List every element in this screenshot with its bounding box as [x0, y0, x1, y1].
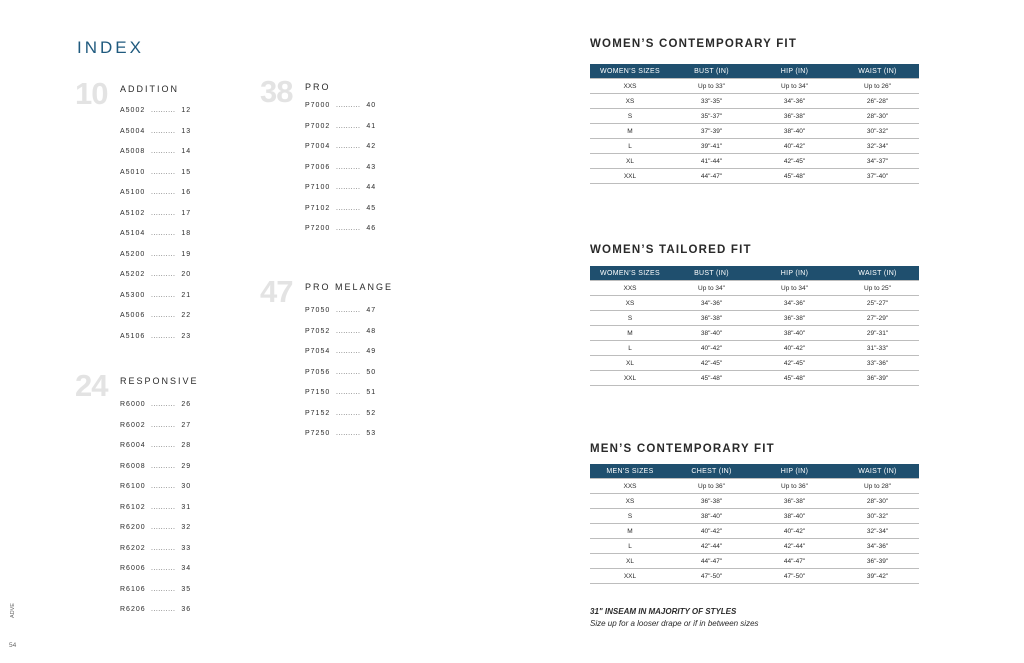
- measurement-cell: 27"-29": [836, 311, 919, 326]
- measurement-cell: Up to 36": [670, 479, 753, 494]
- size-chart-womens-tailored: [590, 243, 919, 382]
- index-list: [305, 96, 376, 240]
- style-code: A5106: [120, 332, 146, 340]
- section-number: 24: [75, 368, 108, 403]
- page-ref: 14: [181, 148, 192, 155]
- style-code: P7052: [305, 327, 331, 335]
- measurement-cell: 38"-40": [670, 509, 753, 524]
- measurement-cell: 36"-38": [753, 109, 836, 124]
- size-label: L: [590, 539, 670, 554]
- style-code: P7200: [305, 225, 331, 232]
- column-header: MEN’S SIZES: [590, 464, 670, 479]
- column-header: HIP (IN): [753, 464, 836, 479]
- leader-dots: ..........: [335, 225, 361, 232]
- size-table: [590, 64, 919, 184]
- page-ref: 16: [181, 189, 192, 196]
- size-chart-mens-contemporary: [590, 442, 919, 580]
- style-code: A5200: [120, 250, 146, 258]
- size-label: XS: [590, 296, 670, 311]
- page-ref: 13: [181, 127, 192, 135]
- measurement-cell: 38"-40": [670, 326, 753, 341]
- style-code: P7056: [305, 368, 331, 376]
- index-entry: [120, 477, 191, 498]
- index-entry: [120, 539, 191, 560]
- measurement-cell: 47"-50": [670, 569, 753, 584]
- leader-dots: ..........: [335, 204, 361, 212]
- page-ref: 51: [366, 389, 377, 396]
- table-row: [590, 494, 919, 509]
- style-code: A5008: [120, 148, 146, 155]
- size-chart-title: WOMEN’S CONTEMPORARY FIT: [590, 38, 798, 50]
- section-number: 10: [75, 76, 108, 111]
- column-header: CHEST (IN): [670, 464, 753, 479]
- measurement-cell: Up to 25": [836, 281, 919, 296]
- page-ref: 50: [366, 368, 377, 376]
- table-row: [590, 94, 919, 109]
- style-code: R6006: [120, 565, 146, 572]
- size-label: M: [590, 326, 670, 341]
- index-list: [120, 395, 191, 621]
- page-ref: 48: [366, 327, 377, 335]
- leader-dots: ..........: [335, 307, 361, 314]
- page-ref: 52: [366, 409, 377, 417]
- page-ref: 41: [366, 122, 377, 130]
- index-entry: [120, 142, 191, 163]
- measurement-cell: 40"-42": [670, 524, 753, 539]
- size-label: XXS: [590, 79, 670, 94]
- measurement-cell: 44"-47": [670, 554, 753, 569]
- size-label: XL: [590, 554, 670, 569]
- table-row: [590, 479, 919, 494]
- measurement-cell: 45"-48": [753, 371, 836, 386]
- measurement-cell: 26"-28": [836, 94, 919, 109]
- measurement-cell: Up to 34": [753, 79, 836, 94]
- measurement-cell: 30"-32": [836, 509, 919, 524]
- measurement-cell: 36"-38": [753, 494, 836, 509]
- page-ref: 43: [366, 163, 377, 171]
- footer-brand: ADVE: [10, 603, 16, 618]
- leader-dots: ..........: [335, 143, 361, 150]
- size-table: [590, 464, 919, 584]
- size-advice-line: Size up for a looser drape or if in between sizes: [590, 619, 759, 628]
- leader-dots: ..........: [150, 230, 176, 237]
- style-code: A5104: [120, 230, 146, 237]
- size-label: M: [590, 524, 670, 539]
- measurement-cell: 33"-35": [670, 94, 753, 109]
- measurement-cell: 36"-38": [670, 494, 753, 509]
- style-code: R6106: [120, 585, 146, 593]
- column-header: HIP (IN): [753, 64, 836, 79]
- index-entry: [305, 322, 376, 343]
- index-entry: [120, 306, 191, 327]
- size-label: XXL: [590, 371, 670, 386]
- measurement-cell: 40"-42": [753, 341, 836, 356]
- page-ref: 15: [181, 168, 192, 176]
- measurement-cell: 28"-30": [836, 494, 919, 509]
- leader-dots: ..........: [335, 122, 361, 130]
- page-ref: 12: [181, 107, 192, 114]
- leader-dots: ..........: [150, 168, 176, 176]
- measurement-cell: 40"-42": [753, 524, 836, 539]
- style-code: P7050: [305, 307, 331, 314]
- section-number: 38: [260, 74, 293, 109]
- measurement-cell: 38"-40": [753, 326, 836, 341]
- style-code: P7102: [305, 204, 331, 212]
- page-ref: 53: [366, 430, 377, 437]
- measurement-cell: 38"-40": [753, 509, 836, 524]
- table-row: [590, 356, 919, 371]
- index-entry: [305, 137, 376, 158]
- style-code: P7152: [305, 409, 331, 417]
- page-ref: 23: [181, 332, 192, 340]
- leader-dots: ..........: [150, 209, 176, 217]
- style-code: A5300: [120, 291, 146, 299]
- style-code: P7100: [305, 184, 331, 191]
- inseam-note: [590, 606, 759, 630]
- page-ref: 29: [181, 462, 192, 470]
- index-entry: [120, 163, 191, 184]
- table-row: [590, 154, 919, 169]
- measurement-cell: 32"-34": [836, 139, 919, 154]
- page-ref: 18: [181, 230, 192, 237]
- leader-dots: ..........: [335, 389, 361, 396]
- style-code: P7150: [305, 389, 331, 396]
- index-entry: [120, 204, 191, 225]
- leader-dots: ..........: [150, 524, 176, 531]
- style-code: R6206: [120, 606, 146, 613]
- leader-dots: ..........: [150, 544, 176, 552]
- page-ref: 17: [181, 209, 192, 217]
- table-row: [590, 311, 919, 326]
- page-ref: 28: [181, 442, 192, 449]
- measurement-cell: 37"-40": [836, 169, 919, 184]
- measurement-cell: 38"-40": [753, 124, 836, 139]
- index-list: [120, 101, 191, 347]
- page-ref: 27: [181, 421, 192, 429]
- leader-dots: ..........: [335, 348, 361, 355]
- measurement-cell: 25"-27": [836, 296, 919, 311]
- leader-dots: ..........: [150, 250, 176, 258]
- column-header: WAIST (IN): [836, 464, 919, 479]
- measurement-cell: Up to 36": [753, 479, 836, 494]
- style-code: R6002: [120, 421, 146, 429]
- index-list: [305, 301, 376, 445]
- measurement-cell: 33"-36": [836, 356, 919, 371]
- section-title: PRO MELANGE: [305, 282, 394, 292]
- size-label: XXL: [590, 169, 670, 184]
- index-entry: [120, 286, 191, 307]
- measurement-cell: 34"-36": [670, 296, 753, 311]
- inseam-note-line: 31" INSEAM IN MAJORITY OF STYLES: [590, 607, 737, 616]
- measurement-cell: 42"-45": [753, 154, 836, 169]
- measurement-cell: 30"-32": [836, 124, 919, 139]
- page-ref: 35: [181, 585, 192, 593]
- index-entry: [120, 395, 191, 416]
- size-label: XL: [590, 356, 670, 371]
- table-row: [590, 296, 919, 311]
- table-row: [590, 124, 919, 139]
- style-code: A5100: [120, 189, 146, 196]
- measurement-cell: Up to 34": [753, 281, 836, 296]
- leader-dots: ..........: [335, 327, 361, 335]
- size-label: XXL: [590, 569, 670, 584]
- index-entry: [120, 580, 191, 601]
- page-ref: 36: [181, 606, 192, 613]
- index-entry: [120, 457, 191, 478]
- size-chart-title: WOMEN’S TAILORED FIT: [590, 244, 752, 256]
- measurement-cell: 34"-37": [836, 154, 919, 169]
- measurement-cell: 34"-36": [753, 296, 836, 311]
- index-entry: [305, 404, 376, 425]
- size-label: XL: [590, 154, 670, 169]
- style-code: P7000: [305, 102, 331, 109]
- page-ref: 34: [181, 565, 192, 572]
- measurement-cell: 45"-48": [670, 371, 753, 386]
- index-entry: [120, 600, 191, 621]
- section-title: ADDITION: [120, 84, 180, 94]
- index-entry: [120, 518, 191, 539]
- table-row: [590, 281, 919, 296]
- leader-dots: ..........: [150, 483, 176, 490]
- measurement-cell: 44"-47": [753, 554, 836, 569]
- page-ref: 42: [366, 143, 377, 150]
- page-ref: 32: [181, 524, 192, 531]
- style-code: A5002: [120, 107, 146, 114]
- size-label: XS: [590, 94, 670, 109]
- table-row: [590, 139, 919, 154]
- section-title: RESPONSIVE: [120, 376, 199, 386]
- page-ref: 44: [366, 184, 377, 191]
- leader-dots: ..........: [150, 332, 176, 340]
- section-title: PRO: [305, 82, 331, 92]
- page-ref: 46: [366, 225, 377, 232]
- measurement-cell: 41"-44": [670, 154, 753, 169]
- leader-dots: ..........: [335, 430, 361, 437]
- leader-dots: ..........: [150, 462, 176, 470]
- index-entry: [305, 219, 376, 240]
- page-ref: 22: [181, 312, 192, 319]
- style-code: P7054: [305, 348, 331, 355]
- table-header-row: [590, 64, 919, 79]
- size-label: L: [590, 341, 670, 356]
- size-label: S: [590, 509, 670, 524]
- table-row: [590, 169, 919, 184]
- measurement-cell: 34"-36": [836, 539, 919, 554]
- measurement-cell: 40"-42": [753, 139, 836, 154]
- index-entry: [305, 96, 376, 117]
- page-ref: 19: [181, 250, 192, 258]
- style-code: R6000: [120, 401, 146, 408]
- leader-dots: ..........: [150, 585, 176, 593]
- measurement-cell: 39"-42": [836, 569, 919, 584]
- leader-dots: ..........: [150, 565, 176, 572]
- measurement-cell: 47"-50": [753, 569, 836, 584]
- leader-dots: ..........: [150, 503, 176, 511]
- page-ref: 49: [366, 348, 377, 355]
- size-label: S: [590, 109, 670, 124]
- index-entry: [120, 559, 191, 580]
- column-header: WAIST (IN): [836, 266, 919, 281]
- index-entry: [120, 416, 191, 437]
- measurement-cell: Up to 28": [836, 479, 919, 494]
- style-code: R6100: [120, 483, 146, 490]
- index-entry: [120, 436, 191, 457]
- page-ref: 45: [366, 204, 377, 212]
- measurement-cell: 39"-41": [670, 139, 753, 154]
- measurement-cell: 36"-39": [836, 371, 919, 386]
- table-row: [590, 109, 919, 124]
- section-number: 47: [260, 274, 293, 309]
- page-ref: 31: [181, 503, 192, 511]
- index-entry: [120, 224, 191, 245]
- page-ref: 21: [181, 291, 192, 299]
- page-ref: 47: [366, 307, 377, 314]
- index-entry: [120, 265, 191, 286]
- leader-dots: ..........: [150, 148, 176, 155]
- column-header: WOMEN’S SIZES: [590, 64, 670, 79]
- style-code: R6202: [120, 544, 146, 552]
- size-label: S: [590, 311, 670, 326]
- measurement-cell: 34"-36": [753, 94, 836, 109]
- measurement-cell: 40"-42": [670, 341, 753, 356]
- table-row: [590, 326, 919, 341]
- measurement-cell: 32"-34": [836, 524, 919, 539]
- table-header-row: [590, 464, 919, 479]
- index-entry: [305, 301, 376, 322]
- page-ref: 40: [366, 102, 377, 109]
- table-row: [590, 524, 919, 539]
- leader-dots: ..........: [150, 401, 176, 408]
- index-entry: [120, 327, 191, 348]
- index-entry: [305, 424, 376, 445]
- measurement-cell: 42"-44": [753, 539, 836, 554]
- leader-dots: ..........: [150, 189, 176, 196]
- column-header: WOMEN’S SIZES: [590, 266, 670, 281]
- index-entry: [120, 498, 191, 519]
- table-row: [590, 554, 919, 569]
- column-header: WAIST (IN): [836, 64, 919, 79]
- leader-dots: ..........: [335, 184, 361, 191]
- index-entry: [305, 178, 376, 199]
- style-code: A5010: [120, 168, 146, 176]
- style-code: R6200: [120, 524, 146, 531]
- measurement-cell: 36"-39": [836, 554, 919, 569]
- page-number: 54: [9, 642, 17, 649]
- page-ref: 26: [181, 401, 192, 408]
- table-row: [590, 341, 919, 356]
- style-code: R6004: [120, 442, 146, 449]
- style-code: A5102: [120, 209, 146, 217]
- leader-dots: ..........: [335, 102, 361, 109]
- measurement-cell: 44"-47": [670, 169, 753, 184]
- measurement-cell: 36"-38": [670, 311, 753, 326]
- leader-dots: ..........: [150, 421, 176, 429]
- leader-dots: ..........: [335, 409, 361, 417]
- measurement-cell: 29"-31": [836, 326, 919, 341]
- leader-dots: ..........: [150, 271, 176, 278]
- measurement-cell: 28"-30": [836, 109, 919, 124]
- size-label: XS: [590, 494, 670, 509]
- size-table: [590, 266, 919, 386]
- measurement-cell: 31"-33": [836, 341, 919, 356]
- column-header: BUST (IN): [670, 266, 753, 281]
- style-code: P7002: [305, 122, 331, 130]
- measurement-cell: Up to 33": [670, 79, 753, 94]
- size-label: M: [590, 124, 670, 139]
- measurement-cell: 42"-45": [753, 356, 836, 371]
- measurement-cell: 42"-45": [670, 356, 753, 371]
- column-header: BUST (IN): [670, 64, 753, 79]
- size-chart-title: MEN’S CONTEMPORARY FIT: [590, 443, 775, 455]
- table-row: [590, 79, 919, 94]
- page-ref: 20: [181, 271, 192, 278]
- table-row: [590, 569, 919, 584]
- column-header: HIP (IN): [753, 266, 836, 281]
- measurement-cell: Up to 26": [836, 79, 919, 94]
- index-entry: [120, 245, 191, 266]
- measurement-cell: 37"-39": [670, 124, 753, 139]
- size-label: L: [590, 139, 670, 154]
- leader-dots: ..........: [150, 312, 176, 319]
- style-code: A5202: [120, 271, 146, 278]
- leader-dots: ..........: [150, 107, 176, 114]
- index-entry: [305, 383, 376, 404]
- page-title: INDEX: [77, 38, 144, 58]
- style-code: P7004: [305, 143, 331, 150]
- table-header-row: [590, 266, 919, 281]
- index-entry: [305, 158, 376, 179]
- size-label: XXS: [590, 281, 670, 296]
- style-code: P7250: [305, 430, 331, 437]
- leader-dots: ..........: [150, 127, 176, 135]
- page-ref: 30: [181, 483, 192, 490]
- measurement-cell: 45"-48": [753, 169, 836, 184]
- page-ref: 33: [181, 544, 192, 552]
- leader-dots: ..........: [335, 368, 361, 376]
- measurement-cell: 42"-44": [670, 539, 753, 554]
- index-entry: [120, 101, 191, 122]
- index-entry: [305, 342, 376, 363]
- table-row: [590, 371, 919, 386]
- index-entry: [305, 363, 376, 384]
- leader-dots: ..........: [335, 163, 361, 171]
- measurement-cell: 35"-37": [670, 109, 753, 124]
- leader-dots: ..........: [150, 291, 176, 299]
- table-row: [590, 509, 919, 524]
- size-chart-womens-contemporary: [590, 37, 919, 180]
- index-entry: [305, 117, 376, 138]
- leader-dots: ..........: [150, 606, 176, 613]
- style-code: P7006: [305, 163, 331, 171]
- size-label: XXS: [590, 479, 670, 494]
- measurement-cell: Up to 34": [670, 281, 753, 296]
- style-code: R6102: [120, 503, 146, 511]
- index-entry: [120, 183, 191, 204]
- measurement-cell: 36"-38": [753, 311, 836, 326]
- index-entry: [120, 122, 191, 143]
- style-code: A5004: [120, 127, 146, 135]
- style-code: A5006: [120, 312, 146, 319]
- leader-dots: ..........: [150, 442, 176, 449]
- index-entry: [305, 199, 376, 220]
- table-row: [590, 539, 919, 554]
- style-code: R6008: [120, 462, 146, 470]
